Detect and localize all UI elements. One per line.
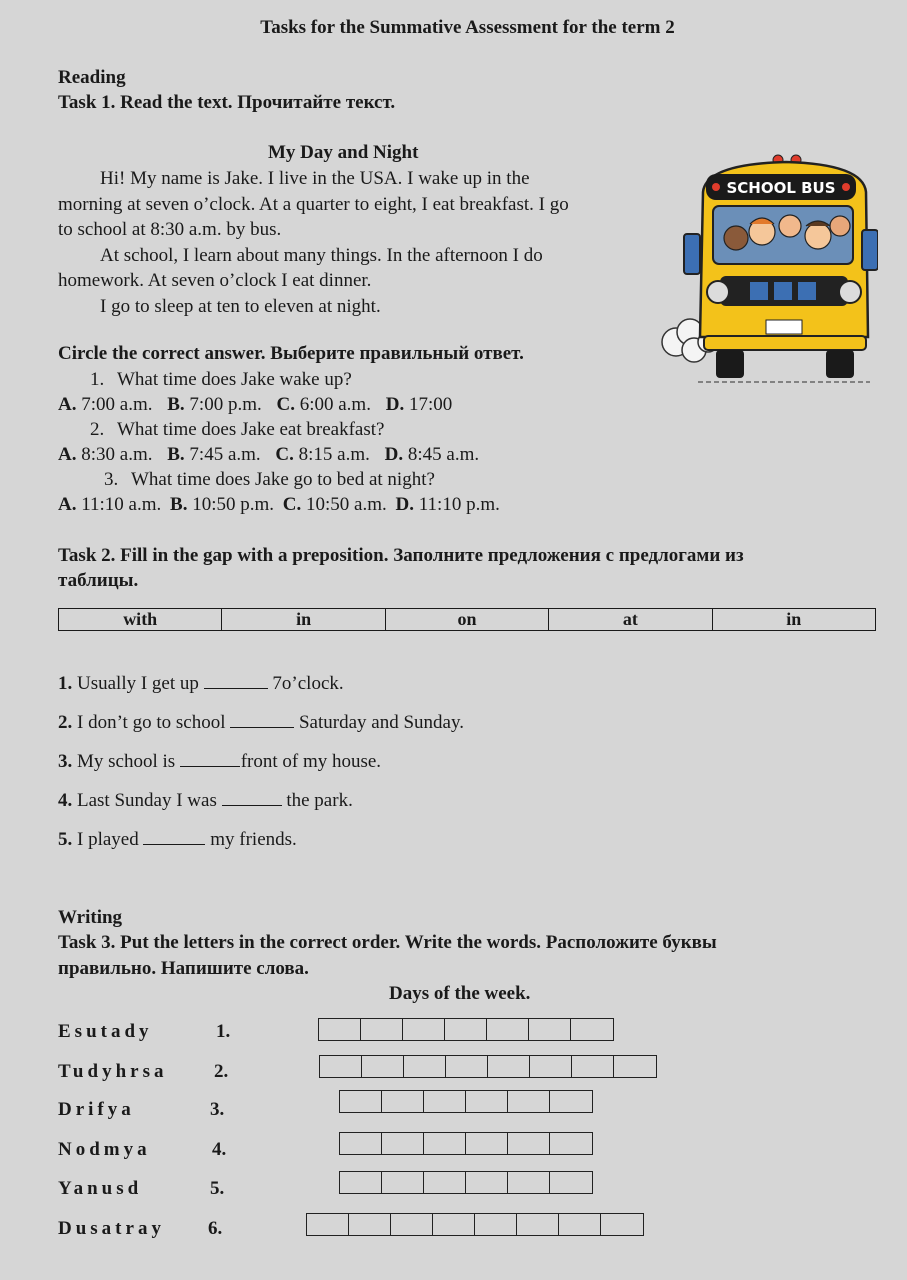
task3-instruction: Task 3. Put the letters in the correct order. Write the words. Расположите буквы <box>58 932 717 953</box>
school-bus-illustration <box>658 152 878 387</box>
gap-blank[interactable] <box>222 791 282 806</box>
gap-blank[interactable] <box>143 830 205 845</box>
answer-boxes-2[interactable] <box>319 1055 657 1078</box>
item-number-2: 2. <box>214 1061 229 1082</box>
question-text: What time does Jake eat breakfast? <box>117 419 385 440</box>
item-number-6: 6. <box>208 1218 223 1239</box>
gap-blank[interactable] <box>230 713 294 728</box>
option-c[interactable]: C. 8:15 a.m. <box>275 444 370 465</box>
story-line: morning at seven o’clock. At a quarter to eight, I eat breakfast. I go <box>58 194 569 215</box>
preposition-cell: in <box>712 609 875 631</box>
page-title: Tasks for the Summative Assessment for the term 2 <box>260 17 675 38</box>
scrambled-word-4: Nodmya <box>58 1139 151 1160</box>
story-line: Hi! My name is Jake. I live in the USA. I wake up in the <box>100 168 530 189</box>
option-a[interactable]: A. 11:10 a.m. <box>58 494 162 515</box>
answer-boxes-1[interactable] <box>318 1018 614 1041</box>
item-number-3: 3. <box>210 1099 225 1120</box>
option-a[interactable]: A. 8:30 a.m. <box>58 444 153 465</box>
writing-heading: Writing <box>58 907 123 928</box>
question-2 <box>90 419 384 441</box>
option-d[interactable]: D. 8:45 a.m. <box>384 444 480 465</box>
question-3-options <box>58 494 500 516</box>
story-line: to school at 8:30 a.m. by bus. <box>58 219 282 240</box>
answer-boxes-5[interactable] <box>339 1171 593 1194</box>
gap-blank[interactable] <box>204 674 268 689</box>
scrambled-word-2: Tudyhrsa <box>58 1061 168 1082</box>
scrambled-word-3: Drifya <box>58 1099 135 1120</box>
question-text: What time does Jake go to bed at night? <box>131 469 435 490</box>
story-title: My Day and Night <box>268 142 419 163</box>
task2-instruction-cont: таблицы. <box>58 570 139 591</box>
scrambled-word-5: Yanusd <box>58 1178 143 1199</box>
answer-boxes-4[interactable] <box>339 1132 593 1155</box>
gap-sentence-3: 3. My school is front of my house. <box>58 751 382 772</box>
preposition-cell: in <box>222 609 385 631</box>
question-2-options <box>58 444 479 466</box>
option-c[interactable]: C. 10:50 a.m. <box>282 494 387 515</box>
question-text: What time does Jake wake up? <box>117 369 352 390</box>
option-b[interactable]: B. 7:45 a.m. <box>167 444 261 465</box>
question-number: 1. <box>90 369 105 390</box>
preposition-table <box>58 608 876 631</box>
question-1 <box>90 369 352 391</box>
option-d[interactable]: D. 11:10 p.m. <box>395 494 500 515</box>
option-a[interactable]: A. 7:00 a.m. <box>58 394 153 415</box>
item-number-4: 4. <box>212 1139 227 1160</box>
story-line: At school, I learn about many things. In the afternoon I do <box>100 245 543 266</box>
item-number-1: 1. <box>216 1021 231 1042</box>
gap-blank[interactable] <box>180 752 240 767</box>
preposition-cell: at <box>549 609 712 631</box>
option-b[interactable]: B. 7:00 p.m. <box>167 394 262 415</box>
gap-sentence-4: 4. Last Sunday I was the park. <box>58 790 353 811</box>
question-number: 2. <box>90 419 105 440</box>
preposition-cell: on <box>385 609 548 631</box>
option-d[interactable]: D. 17:00 <box>385 394 453 415</box>
preposition-cell: with <box>59 609 222 631</box>
circle-instruction: Circle the correct answer. Выберите правильный ответ. <box>58 343 524 364</box>
story-line: I go to sleep at ten to eleven at night. <box>100 296 381 317</box>
task1-instruction: Task 1. Read the text. Прочитайте текст. <box>58 92 396 113</box>
gap-sentence-5: 5. I played my friends. <box>58 829 297 850</box>
question-number: 3. <box>104 469 119 490</box>
answer-boxes-3[interactable] <box>339 1090 593 1113</box>
task3-instruction-cont: правильно. Напишите слова. <box>58 958 309 979</box>
task2-instruction: Task 2. Fill in the gap with a preposition. Заполните предложения с предлогами из <box>58 545 744 566</box>
option-c[interactable]: C. 6:00 a.m. <box>276 394 371 415</box>
answer-boxes-6[interactable] <box>306 1213 644 1236</box>
gap-sentence-2: 2. I don’t go to school Saturday and Sunday. <box>58 712 464 733</box>
bus-sign: SCHOOL BUS <box>726 179 836 197</box>
days-subtitle: Days of the week. <box>389 983 531 1004</box>
reading-heading: Reading <box>58 67 126 88</box>
option-b[interactable]: B. 10:50 p.m. <box>170 494 275 515</box>
scrambled-word-6: Dusatray <box>58 1218 165 1239</box>
gap-sentence-1: 1. Usually I get up 7o’clock. <box>58 673 344 694</box>
item-number-5: 5. <box>210 1178 225 1199</box>
question-3 <box>104 469 435 491</box>
story-line: homework. At seven o’clock I eat dinner. <box>58 270 372 291</box>
scrambled-word-1: Esutady <box>58 1021 153 1042</box>
question-1-options <box>58 394 452 416</box>
